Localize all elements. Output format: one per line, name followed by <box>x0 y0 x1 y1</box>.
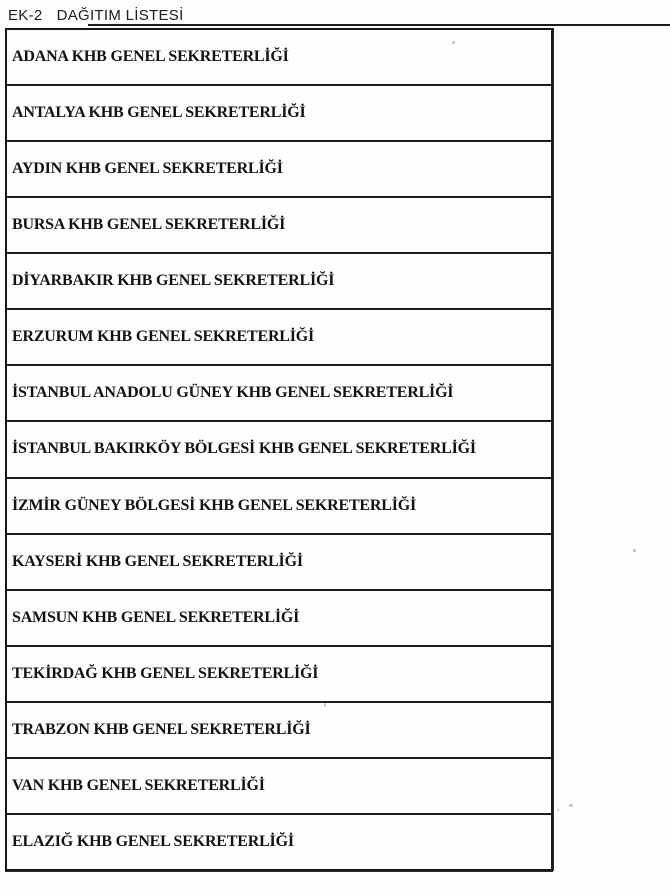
recipient-name: İZMİR GÜNEY BÖLGESİ KHB GENEL SEKRETERLİĞİ <box>12 496 417 514</box>
table-row <box>7 198 551 254</box>
table-row <box>7 535 551 591</box>
table-row <box>7 703 551 759</box>
table-row <box>7 254 551 310</box>
recipient-name: TRABZON KHB GENEL SEKRETERLİĞİ <box>12 720 311 738</box>
recipient-name: ADANA KHB GENEL SEKRETERLİĞİ <box>12 48 289 66</box>
table-row <box>7 366 551 422</box>
recipient-name: KAYSERİ KHB GENEL SEKRETERLİĞİ <box>12 552 303 570</box>
scan-speckle <box>324 703 326 707</box>
table-row <box>7 30 551 86</box>
table-row <box>7 310 551 366</box>
scan-speckle <box>557 809 559 811</box>
page-title <box>8 7 184 24</box>
scan-speckle <box>452 41 455 44</box>
table-row <box>7 86 551 142</box>
table-row <box>7 479 551 535</box>
table-row <box>7 647 551 703</box>
table-row <box>7 815 551 869</box>
recipient-name: SAMSUN KHB GENEL SEKRETERLİĞİ <box>12 608 300 626</box>
recipient-name: İSTANBUL BAKIRKÖY BÖLGESİ KHB GENEL SEKRETERLİĞİ <box>12 440 476 458</box>
recipient-name: AYDIN KHB GENEL SEKRETERLİĞİ <box>12 160 283 178</box>
recipient-name: İSTANBUL ANADOLU GÜNEY KHB GENEL SEKRETERLİĞİ <box>12 384 454 402</box>
recipient-name: ERZURUM KHB GENEL SEKRETERLİĞİ <box>12 328 315 346</box>
distribution-table <box>5 28 553 871</box>
page-title-text: DAĞITIM LİSTESİ <box>56 7 184 24</box>
table-row <box>7 422 551 478</box>
table-row <box>7 591 551 647</box>
table-row <box>7 142 551 198</box>
scan-speckle <box>569 804 573 807</box>
recipient-name: DİYARBAKIR KHB GENEL SEKRETERLİĞİ <box>12 272 335 290</box>
recipient-name: BURSA KHB GENEL SEKRETERLİĞİ <box>12 216 286 234</box>
table-row <box>7 759 551 815</box>
recipient-name: ELAZIĞ KHB GENEL SEKRETERLİĞİ <box>12 832 294 850</box>
header-underline <box>88 24 670 26</box>
recipient-name: ANTALYA KHB GENEL SEKRETERLİĞİ <box>12 104 306 122</box>
recipient-name: VAN KHB GENEL SEKRETERLİĞİ <box>12 776 265 794</box>
recipient-name: TEKİRDAĞ KHB GENEL SEKRETERLİĞİ <box>12 664 319 682</box>
annex-label: EK-2 <box>8 7 43 24</box>
scan-speckle <box>633 549 636 552</box>
